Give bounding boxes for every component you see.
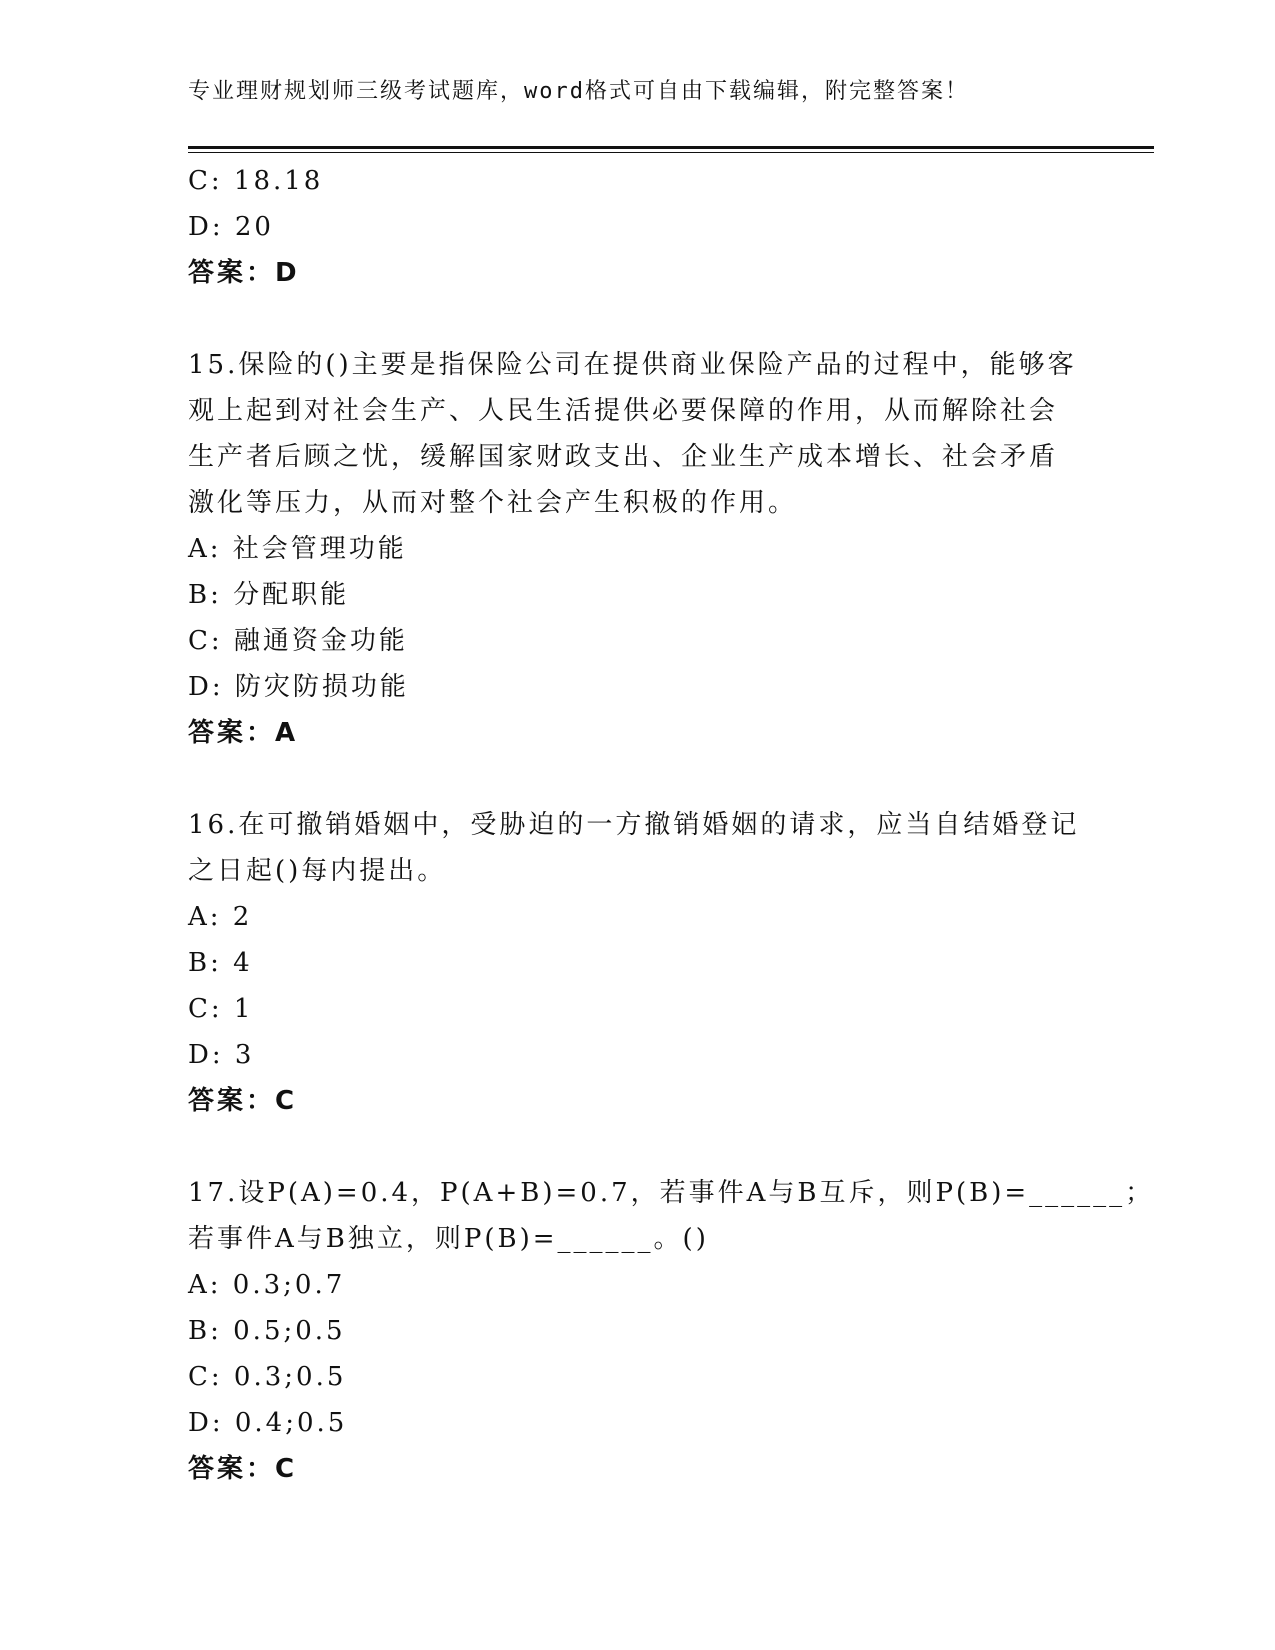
option-a: A: 2 (188, 902, 253, 932)
question-text-line: 激化等压力，从而对整个社会产生积极的作用。 (188, 488, 798, 518)
answer-line: 答案：C (188, 1086, 298, 1116)
question-text-line: 生产者后顾之忧，缓解国家财政支出、企业生产成本增长、社会矛盾 (188, 442, 1059, 472)
question-text-line: 若事件A与B独立，则P(B)=______。() (188, 1224, 709, 1254)
page-header: 专业理财规划师三级考试题库，word格式可自由下载编辑，附完整答案！ (188, 79, 969, 104)
question-text-line: 16.在可撤销婚姻中，受胁迫的一方撤销婚姻的请求，应当自结婚登记 (188, 810, 1080, 840)
option-d: D: 0.4;0.5 (188, 1408, 348, 1438)
option-c: C: 0.3;0.5 (188, 1362, 347, 1392)
document-body (188, 158, 1155, 1492)
option-a: A: 0.3;0.7 (188, 1270, 346, 1300)
option-d: D: 防灾防损功能 (188, 672, 409, 702)
option-b: B: 分配职能 (188, 580, 350, 610)
question-text-line: 15.保险的()主要是指保险公司在提供商业保险产品的过程中，能够客 (188, 350, 1077, 380)
option-c: C: 18.18 (188, 166, 324, 196)
question-text-line: 之日起()每内提出。 (188, 856, 447, 886)
option-b: B: 4 (188, 948, 253, 978)
question-15 (188, 342, 1088, 756)
question-text-line: 17.设P(A)=0.4，P(A+B)=0.7，若事件A与B互斥，则P(B)=______； (188, 1178, 1155, 1208)
option-c: C: 融通资金功能 (188, 626, 408, 656)
answer-line: 答案：C (188, 1454, 298, 1484)
question-17 (188, 1170, 1155, 1492)
option-c: C: 1 (188, 994, 254, 1024)
header-rule-thin (188, 152, 1154, 153)
question-16 (188, 802, 1088, 1124)
option-d: D: 20 (188, 212, 274, 242)
option-d: D: 3 (188, 1040, 255, 1070)
option-b: B: 0.5;0.5 (188, 1316, 346, 1346)
header-rule-thick (188, 146, 1154, 149)
answer-line: 答案：D (188, 258, 300, 288)
option-a: A: 社会管理功能 (188, 534, 407, 564)
answer-line: 答案：A (188, 718, 299, 748)
question-text-line: 观上起到对社会生产、人民生活提供必要保障的作用，从而解除社会 (188, 396, 1059, 426)
